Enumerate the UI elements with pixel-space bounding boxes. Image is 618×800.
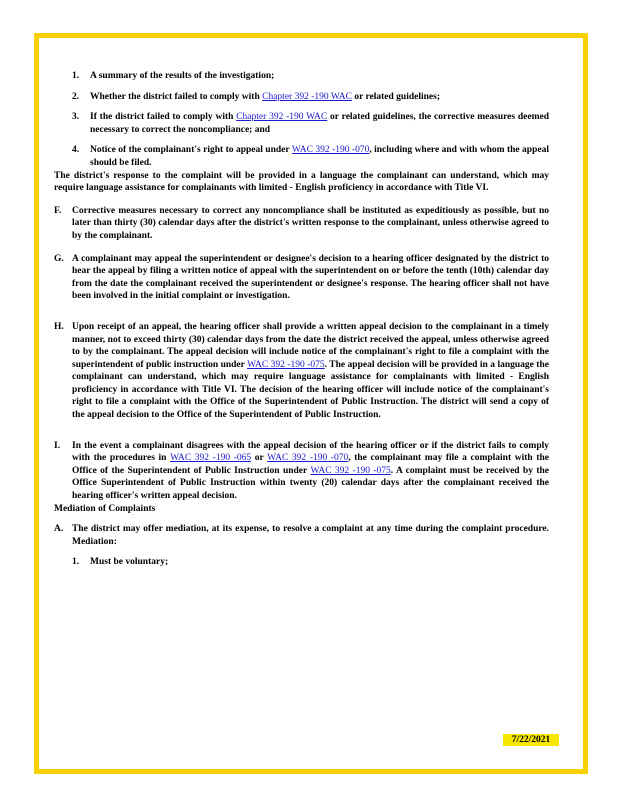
date-stamp: 7/22/2021 xyxy=(503,734,559,746)
section-text: In the event a complainant disagrees with the appeal decision of the hearing officer or if the district fails to comply with the procedures in WAC 392 -190 -065 or WAC 392 -190 -070, the complainant may file a complaint with the Office of the Superintendent of Public Instruction under WAC 392 -190 -075. A complaint must be received by the Office Superintendent of Public Instruction within twenty (20) calendar days after the complainant received the hearing officer's written appeal decision. xyxy=(72,440,550,502)
wac-link[interactable]: WAC 392 -190 -070 xyxy=(291,145,370,156)
list-item xyxy=(54,111,549,136)
section-label: F. xyxy=(54,205,62,216)
list-item xyxy=(54,144,549,169)
section-h xyxy=(54,321,549,422)
list-number: 3. xyxy=(72,112,80,123)
section-label: A. xyxy=(54,524,64,535)
wac-link[interactable]: Chapter 392 -190 WAC xyxy=(236,112,328,123)
list-text: Must be voluntary; xyxy=(90,557,169,568)
wac-link[interactable]: WAC 392 -190 -075 xyxy=(247,359,325,370)
list-item xyxy=(54,91,549,104)
section-label: H. xyxy=(54,321,64,332)
section-f xyxy=(54,205,549,243)
section-text: Corrective measures necessary to correct any noncompliance shall be instituted as expeditiously as possible, but no later than thirty (30) calendar days after the district's written response to the complainant, unless otherwise agreed to by the complainant. xyxy=(72,205,549,241)
list-text: If the district failed to comply with Chapter 392 -190 WAC or related guidelines, the corrective measures deemed necessary to correct the noncompliance; and xyxy=(90,112,549,135)
list-text: Whether the district failed to comply with Chapter 392 -190 WAC or related guidelines; xyxy=(90,91,440,102)
list-item xyxy=(54,556,549,569)
mediation-heading: Mediation of Complaints xyxy=(54,503,156,514)
wac-link[interactable]: WAC 392 -190 -070 xyxy=(267,453,349,464)
wac-link[interactable]: WAC 392 -190 -075 xyxy=(310,465,391,476)
section-g xyxy=(54,253,549,303)
section-i xyxy=(54,440,549,503)
document-body xyxy=(54,70,549,569)
wac-link[interactable]: Chapter 392 -190 WAC xyxy=(262,91,352,102)
list-number: 4. xyxy=(72,145,80,156)
list-number: 1. xyxy=(72,71,80,81)
list-number: 2. xyxy=(72,91,80,102)
section-label: I. xyxy=(54,440,61,451)
list-item xyxy=(54,70,549,83)
section-text: Upon receipt of an appeal, the hearing officer shall provide a written appeal decision to the complainant in a timely manner, not to exceed thirty (30) calendar days from the date the district received the appeal, unless otherwise agreed to by the complainant. The appeal decision will include notice of the complainant's right to file a complaint with the superintendent of public instruction under WAC 392 -190 -075. The appeal decision will be provided in a language the complainant can understand, which may require language assistance for complainants with limited - English proficiency in accordance with Title VI. The decision of the hearing officer will include notice of the complainant's right to file a complaint with the Office of the Superintendent of Public Instruction. The district will send a copy of the appeal decision to the Office of the Superintendent of Public Instruction. xyxy=(72,321,549,421)
list-text: A summary of the results of the investigation; xyxy=(90,71,275,81)
list-number: 1. xyxy=(72,557,80,568)
section-a xyxy=(54,523,549,548)
list-text: Notice of the complainant's right to appeal under WAC 392 -190 -070, including where and with whom the appeal should be filed. xyxy=(90,145,549,168)
section-text: A complainant may appeal the superintendent or designee's decision to a hearing officer designated by the district to hear the appeal by filing a written notice of appeal with the superintendent on or before the tenth (10th) calendar day from the date the complainant received the superintendent or designee's response. The hearing officer shall not have been involved in the initial complaint or investigation. xyxy=(72,253,549,302)
wac-link[interactable]: WAC 392 -190 -065 xyxy=(170,453,252,464)
language-paragraph: The district's response to the complaint will be provided in a language the complainant can understand, which may require language assistance for complainants with limited - English proficiency in accordance with Title VI. xyxy=(54,170,549,194)
section-text: The district may offer mediation, at its expense, to resolve a complaint at any time during the complaint procedure. Mediation: xyxy=(72,524,549,547)
section-label: G. xyxy=(54,253,64,264)
